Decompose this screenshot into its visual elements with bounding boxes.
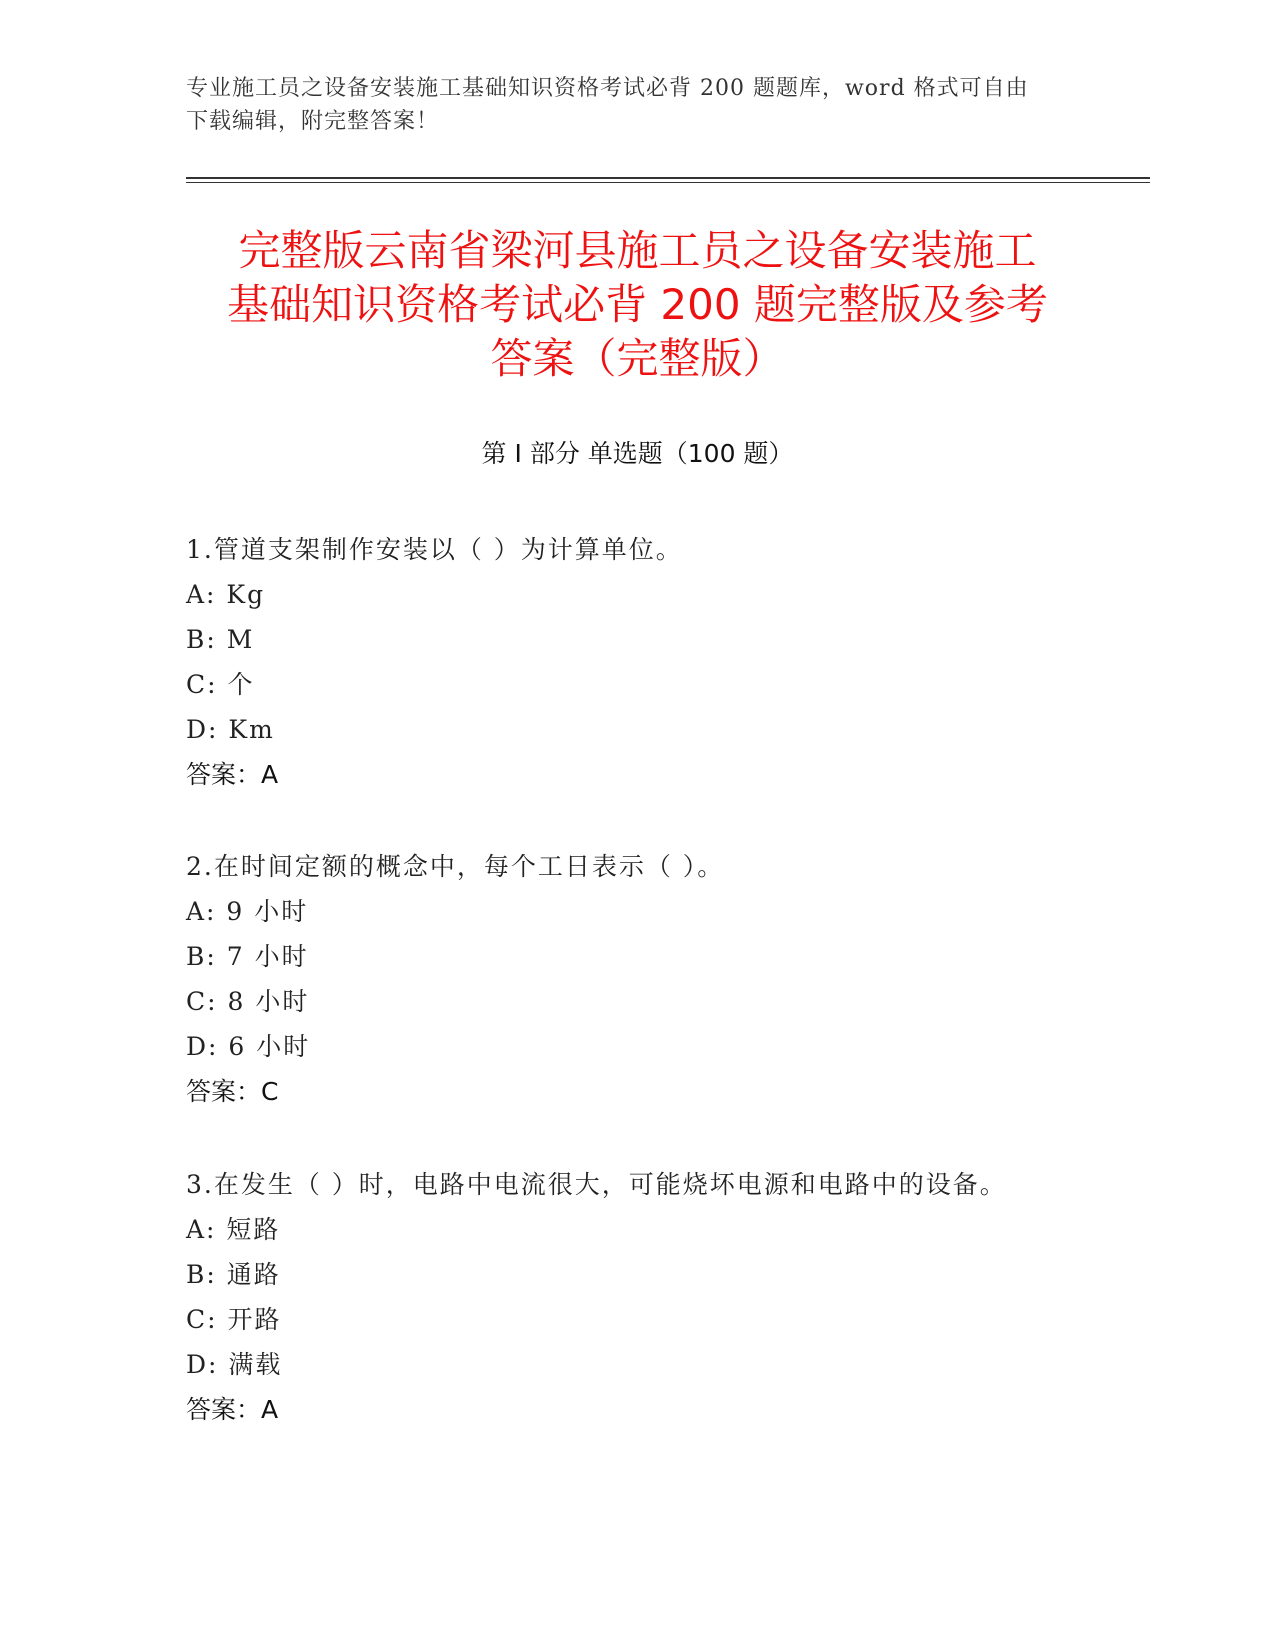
option-a: A: Kg [186, 580, 266, 609]
intro-text [186, 72, 1086, 138]
answer-line: 答案：A [186, 1395, 279, 1424]
section-title: 第 I 部分 单选题（100 题） [481, 439, 794, 468]
intro-line-1: 专业施工员之设备安装施工基础知识资格考试必背 200 题题库，word 格式可自由 [186, 76, 1029, 101]
answer-line: 答案：C [186, 1077, 279, 1106]
question-2 [186, 844, 1106, 1114]
title-line-1: 完整版云南省梁河县施工员之设备安装施工 [238, 226, 1037, 275]
header-divider-thick [186, 177, 1150, 179]
document-title [180, 224, 1095, 386]
option-a: A: 9 小时 [186, 897, 309, 926]
option-a: A: 短路 [186, 1215, 281, 1244]
header-divider-thin [186, 182, 1150, 183]
option-b: B: M [186, 625, 255, 654]
option-d: D: Km [186, 715, 275, 744]
option-c: C: 个 [186, 670, 255, 699]
option-b: B: 通路 [186, 1260, 281, 1289]
option-b: B: 7 小时 [186, 942, 309, 971]
option-d: D: 满载 [186, 1350, 283, 1379]
question-stem: 3.在发生（ ）时，电路中电流很大，可能烧坏电源和电路中的设备。 [186, 1170, 1007, 1199]
title-line-2: 基础知识资格考试必背 200 题完整版及参考 [227, 280, 1048, 329]
title-line-3: 答案（完整版） [490, 334, 785, 383]
intro-line-2: 下载编辑，附完整答案！ [186, 109, 440, 134]
option-d: D: 6 小时 [186, 1032, 311, 1061]
answer-line: 答案：A [186, 760, 279, 789]
option-c: C: 8 小时 [186, 987, 310, 1016]
question-stem: 2.在时间定额的概念中，每个工日表示（ ）。 [186, 852, 725, 881]
option-c: C: 开路 [186, 1305, 282, 1334]
question-1 [186, 527, 1106, 797]
question-stem: 1.管道支架制作安装以（ ）为计算单位。 [186, 535, 683, 564]
question-3 [186, 1162, 1106, 1432]
